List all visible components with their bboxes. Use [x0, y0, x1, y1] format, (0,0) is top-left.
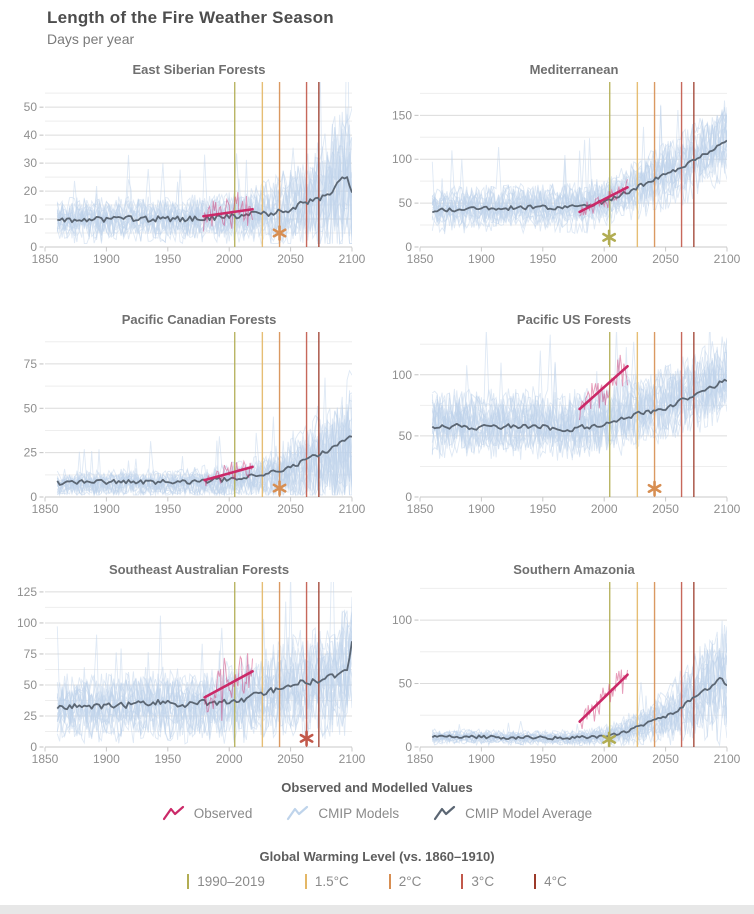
legend-item-label: CMIP Models [318, 805, 400, 821]
significance-asterisk [603, 231, 614, 244]
chart-canvas [387, 82, 752, 270]
cmip-models-lines [432, 332, 727, 461]
chart-canvas [12, 332, 377, 520]
chart-title: Pacific US Forests [516, 312, 632, 327]
chart-canvas [12, 82, 377, 270]
svg-text:30: 30 [23, 156, 37, 171]
svg-text:2000: 2000 [590, 502, 618, 516]
svg-text:50: 50 [398, 196, 412, 211]
svg-text:2100: 2100 [338, 502, 366, 516]
svg-text:1850: 1850 [31, 502, 59, 516]
legend-item-label: CMIP Model Average [465, 805, 593, 821]
svg-text:2050: 2050 [277, 252, 304, 266]
svg-text:2000: 2000 [590, 252, 618, 266]
charts-grid [12, 60, 752, 770]
legend-item-observed [162, 804, 253, 822]
svg-text:1850: 1850 [406, 252, 434, 266]
chart-panel [12, 60, 377, 270]
svg-text:2000: 2000 [215, 252, 243, 266]
chart-panel [387, 60, 752, 270]
legend-item-1-5c [305, 874, 349, 889]
chart-title: Mediterranean [529, 62, 619, 77]
svg-text:75: 75 [23, 356, 37, 371]
svg-text:1850: 1850 [406, 502, 434, 516]
page-title: Length of the Fire Weather Season [47, 8, 334, 27]
legend-item-label: 4°C [544, 874, 567, 889]
svg-text:50: 50 [23, 401, 37, 416]
page-header [47, 7, 334, 47]
svg-text:50: 50 [398, 676, 412, 691]
legends [0, 780, 754, 889]
legend-item-label: Observed [193, 805, 253, 821]
svg-text:0: 0 [30, 240, 37, 254]
svg-text:0: 0 [405, 490, 412, 504]
chart-panel [387, 310, 752, 520]
svg-text:2050: 2050 [652, 752, 679, 766]
svg-text:1900: 1900 [93, 752, 120, 766]
gwl-tick-icon [187, 874, 189, 889]
svg-text:100: 100 [16, 615, 37, 630]
observed-trend-line [580, 675, 628, 722]
svg-text:50: 50 [23, 100, 37, 115]
chart-title: Southern Amazonia [513, 562, 635, 577]
legend-global-warming-level [0, 849, 754, 889]
svg-text:2100: 2100 [713, 752, 741, 766]
observed-line-icon [162, 804, 186, 822]
svg-text:20: 20 [23, 184, 37, 199]
svg-text:2100: 2100 [713, 252, 741, 266]
svg-text:1950: 1950 [154, 752, 182, 766]
svg-text:1950: 1950 [529, 252, 557, 266]
chart-title: East Siberian Forests [132, 62, 266, 77]
svg-text:40: 40 [23, 128, 37, 143]
svg-text:10: 10 [23, 212, 37, 227]
cmip-models-lines [57, 582, 352, 744]
chart-title: Southeast Australian Forests [108, 562, 290, 577]
svg-text:2100: 2100 [713, 502, 741, 516]
svg-text:2050: 2050 [277, 752, 304, 766]
svg-text:2000: 2000 [215, 752, 243, 766]
svg-text:1900: 1900 [93, 502, 120, 516]
legend-item-label: 2°C [398, 874, 422, 889]
svg-text:25: 25 [23, 445, 37, 460]
svg-text:100: 100 [391, 613, 412, 628]
svg-text:1850: 1850 [406, 752, 434, 766]
legend-item-3c [461, 874, 494, 889]
legend-item-label: 1990–2019 [197, 874, 265, 889]
svg-text:1950: 1950 [529, 502, 557, 516]
chart-panel [12, 310, 377, 520]
significance-asterisk [649, 482, 660, 495]
svg-text:1950: 1950 [154, 252, 182, 266]
chart-canvas [387, 332, 752, 520]
svg-text:1900: 1900 [93, 252, 120, 266]
legend-item-cmip-average [433, 804, 592, 822]
bottom-strip [0, 905, 754, 914]
svg-text:50: 50 [398, 428, 412, 443]
gwl-tick-icon [305, 874, 307, 889]
chart-canvas [12, 582, 377, 770]
svg-text:1950: 1950 [529, 752, 557, 766]
svg-text:1900: 1900 [468, 752, 495, 766]
legend-item-4c [534, 874, 567, 889]
svg-text:2100: 2100 [338, 752, 366, 766]
chart-panel [387, 560, 752, 770]
svg-text:2000: 2000 [590, 752, 618, 766]
svg-text:2000: 2000 [215, 502, 243, 516]
legend-item-cmip-models [286, 804, 399, 822]
svg-text:75: 75 [23, 646, 37, 661]
chart-canvas [387, 582, 752, 770]
page-subtitle: Days per year [47, 31, 135, 47]
svg-text:1850: 1850 [31, 252, 59, 266]
svg-text:125: 125 [16, 584, 37, 599]
legend-gwl-title: Global Warming Level (vs. 1860–1910) [259, 849, 495, 864]
svg-text:1900: 1900 [468, 502, 495, 516]
legend-item-label: 3°C [471, 874, 495, 889]
svg-text:0: 0 [30, 490, 37, 504]
gwl-tick-icon [389, 874, 391, 889]
legend-item-1990-2019 [187, 874, 265, 889]
svg-text:2100: 2100 [338, 252, 366, 266]
gwl-tick-icon [461, 874, 463, 889]
svg-text:2050: 2050 [277, 502, 304, 516]
chart-panel [12, 560, 377, 770]
legend-item-2c [389, 874, 422, 889]
svg-text:150: 150 [391, 108, 412, 123]
legend-values-title: Observed and Modelled Values [281, 780, 473, 795]
svg-text:1850: 1850 [31, 752, 59, 766]
svg-text:1900: 1900 [468, 252, 495, 266]
svg-text:25: 25 [23, 708, 37, 723]
chart-title: Pacific Canadian Forests [121, 312, 277, 327]
svg-text:50: 50 [23, 677, 37, 692]
cmip-models-lines [57, 371, 352, 495]
svg-text:0: 0 [405, 240, 412, 254]
cmip-models-line-icon [286, 804, 310, 822]
svg-text:1950: 1950 [154, 502, 182, 516]
cmip-average-line-icon [433, 804, 457, 822]
svg-text:2050: 2050 [652, 252, 679, 266]
gwl-tick-icon [534, 874, 536, 889]
svg-text:0: 0 [405, 740, 412, 754]
svg-text:0: 0 [30, 740, 37, 754]
svg-text:100: 100 [391, 152, 412, 167]
legend-observed-modelled [0, 780, 754, 822]
legend-item-label: 1.5°C [314, 874, 349, 889]
svg-text:100: 100 [391, 367, 412, 382]
svg-text:2050: 2050 [652, 502, 679, 516]
